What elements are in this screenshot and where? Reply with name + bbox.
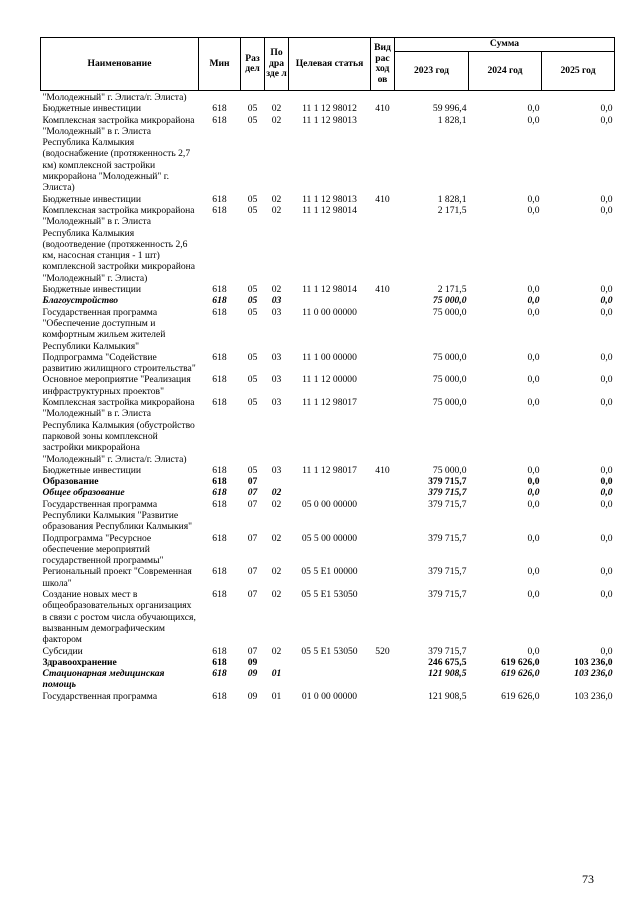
row-razdel: 05	[247, 351, 258, 363]
row-vid	[371, 566, 395, 589]
row-celevaya: 05 0 00 00000	[301, 498, 358, 510]
header-razdel: Раз дел	[241, 38, 265, 91]
row-sum-2023: 379 715,7	[428, 532, 467, 544]
row-razdel: 05	[247, 374, 258, 386]
row-vid	[371, 307, 395, 352]
row-min: 618	[212, 532, 227, 544]
table-row	[41, 397, 615, 465]
row-min: 618	[212, 374, 227, 386]
row-razdel: 07	[247, 645, 258, 657]
row-name: Бюджетные инвестиции	[42, 193, 141, 205]
row-sum-2025: 0,0	[600, 103, 613, 115]
row-sum-2023: 121 908,5	[428, 690, 467, 702]
row-vid: 410	[375, 284, 390, 296]
row-celevaya: 11 1 12 98013	[302, 114, 357, 126]
row-sum-2025: 0,0	[600, 397, 613, 409]
row-min: 618	[212, 487, 227, 499]
row-celevaya	[289, 476, 371, 487]
row-podrazdel: 02	[271, 114, 282, 126]
row-celevaya: 11 1 12 98014	[302, 204, 357, 216]
row-sum-2025: 0,0	[600, 487, 613, 499]
row-sum-2023: 75 000,0	[432, 374, 467, 386]
row-sum-2025: 0,0	[600, 532, 613, 544]
table-row	[41, 487, 615, 498]
header-vid: Вид рас ход ов	[371, 38, 395, 91]
row-name: Комплексная застройка микрорайона "Молодежный" в г. Элиста Республика Калмыкия (водоотведение (протяженность 2,6 км, насосная станция - 1 шт) комплексной застройки микрорайона "Молодежный" г. Элиста)	[42, 204, 196, 284]
row-sum-2024	[469, 91, 542, 104]
row-sum-2025: 0,0	[600, 204, 613, 216]
table-row	[41, 566, 615, 589]
row-podrazdel: 02	[271, 532, 282, 544]
row-min: 618	[212, 589, 227, 601]
row-sum-2024: 619 626,0	[501, 656, 540, 668]
row-celevaya: 05 5 E1 53050	[301, 589, 358, 601]
row-min: 618	[212, 351, 227, 363]
table-row	[41, 657, 615, 668]
row-podrazdel: 02	[271, 103, 282, 115]
row-sum-2024: 619 626,0	[501, 690, 540, 702]
row-name: Бюджетные инвестиции	[42, 464, 141, 476]
table-header	[41, 38, 615, 91]
row-vid	[371, 374, 395, 397]
row-sum-2023	[395, 91, 469, 104]
row-vid	[371, 352, 395, 375]
row-sum-2024: 0,0	[527, 589, 540, 601]
row-min: 618	[212, 295, 227, 307]
row-razdel: 07	[247, 498, 258, 510]
row-sum-2024: 0,0	[527, 476, 540, 488]
row-sum-2023: 121 908,5	[428, 668, 467, 680]
row-name: Подпрограмма "Содействие развитию жилищного строительства"	[42, 351, 196, 375]
row-celevaya	[289, 295, 371, 306]
table-row	[41, 284, 615, 295]
table-row	[41, 194, 615, 205]
row-podrazdel: 01	[271, 668, 282, 680]
row-vid	[371, 397, 395, 465]
row-sum-2024: 0,0	[527, 566, 540, 578]
row-sum-2023: 75 000,0	[432, 351, 467, 363]
table-row	[41, 115, 615, 194]
row-razdel: 05	[247, 114, 258, 126]
row-sum-2023: 2 171,5	[437, 204, 467, 216]
row-vid	[371, 91, 395, 104]
row-vid	[371, 499, 395, 533]
row-sum-2024: 0,0	[527, 397, 540, 409]
row-vid	[371, 657, 395, 668]
row-podrazdel: 02	[271, 645, 282, 657]
row-sum-2023: 246 675,5	[428, 656, 467, 668]
row-vid	[371, 205, 395, 284]
row-sum-2025: 0,0	[600, 193, 613, 205]
row-sum-2023: 75 000,0	[432, 464, 467, 476]
table-row	[41, 589, 615, 645]
row-name: Благоустройство	[42, 295, 119, 307]
row-name: Государственная программа "Обеспечение доступным и комфортным жильем жителей Республики Калмыкия"	[42, 306, 166, 352]
row-name: Основное мероприятие "Реализация инфраструктурных проектов"	[42, 374, 191, 397]
row-min: 618	[212, 397, 227, 409]
row-razdel: 05	[247, 464, 258, 476]
row-celevaya: 11 1 12 98012	[302, 103, 357, 115]
table-row	[41, 374, 615, 397]
row-celevaya: 11 1 12 00000	[302, 374, 357, 386]
row-sum-2023: 75 000,0	[432, 306, 467, 318]
row-razdel: 05	[247, 204, 258, 216]
row-sum-2024: 0,0	[527, 645, 540, 657]
row-vid	[371, 691, 395, 702]
row-podrazdel: 03	[271, 351, 282, 363]
row-sum-2025: 0,0	[600, 464, 613, 476]
row-sum-2023: 379 715,7	[428, 566, 467, 578]
row-min	[199, 91, 241, 104]
table-row	[41, 307, 615, 352]
row-podrazdel: 03	[271, 397, 282, 409]
row-podrazdel: 03	[271, 374, 282, 386]
row-vid	[371, 476, 395, 487]
row-min: 618	[212, 464, 227, 476]
row-name: Бюджетные инвестиции	[42, 284, 141, 296]
row-sum-2024: 0,0	[527, 193, 540, 205]
row-vid	[371, 295, 395, 306]
row-sum-2025: 0,0	[600, 476, 613, 488]
row-celevaya	[289, 91, 371, 104]
row-min: 618	[212, 476, 227, 488]
row-podrazdel: 02	[271, 566, 282, 578]
table-row	[41, 668, 615, 691]
row-vid: 520	[375, 645, 390, 657]
row-min: 618	[212, 306, 227, 318]
row-sum-2025: 0,0	[600, 645, 613, 657]
row-sum-2025: 0,0	[600, 306, 613, 318]
row-podrazdel: 01	[271, 690, 282, 702]
row-vid	[371, 589, 395, 645]
table-row	[41, 205, 615, 284]
row-name: Подпрограмма "Ресурсное обеспечение мероприятий государственной программы"	[42, 532, 164, 567]
row-name: Общее образование	[42, 487, 125, 499]
row-celevaya: 05 5 E1 53050	[301, 645, 358, 657]
row-razdel: 05	[247, 397, 258, 409]
row-vid	[371, 115, 395, 194]
row-min: 618	[212, 103, 227, 115]
row-podrazdel	[265, 91, 289, 104]
row-name: "Молодежный" г. Элиста/г. Элиста)	[42, 92, 187, 103]
row-podrazdel: 03	[271, 464, 282, 476]
table-row	[41, 295, 615, 306]
row-celevaya: 11 1 12 98017	[302, 397, 357, 409]
row-min: 618	[212, 645, 227, 657]
row-min: 618	[212, 193, 227, 205]
row-podrazdel	[265, 476, 289, 487]
row-razdel: 07	[247, 476, 258, 488]
row-min: 618	[212, 668, 227, 680]
row-razdel	[241, 91, 265, 104]
row-podrazdel: 02	[271, 498, 282, 510]
row-sum-2025: 0,0	[600, 284, 613, 296]
row-sum-2024: 0,0	[527, 295, 540, 307]
table-row	[41, 352, 615, 375]
table-body	[41, 91, 615, 703]
row-razdel: 05	[247, 193, 258, 205]
row-celevaya: 05 5 00 00000	[301, 532, 358, 544]
row-min: 618	[212, 656, 227, 668]
row-celevaya: 11 1 12 98014	[302, 284, 357, 296]
row-sum-2025: 0,0	[600, 114, 613, 126]
row-celevaya: 11 0 00 00000	[302, 306, 357, 318]
row-podrazdel: 02	[271, 204, 282, 216]
row-celevaya: 11 1 12 98017	[302, 464, 357, 476]
row-min: 618	[212, 566, 227, 578]
row-name: Здравоохранение	[42, 656, 117, 668]
header-celevaya: Целевая статья	[289, 38, 371, 91]
row-podrazdel: 03	[271, 295, 282, 307]
row-name: Комплексная застройка микрорайона "Молодежный" в г. Элиста Республика Калмыкия (водоснабжение (протяженность 2,7 км) комплексной застройки микрорайона "Молодежный" г. Элиста)	[42, 114, 195, 194]
row-sum-2024: 0,0	[527, 103, 540, 115]
row-sum-2024: 0,0	[527, 306, 540, 318]
row-sum-2025: 0,0	[600, 566, 613, 578]
row-sum-2023: 379 715,7	[428, 487, 467, 499]
row-podrazdel: 03	[271, 306, 282, 318]
row-sum-2024: 0,0	[527, 374, 540, 386]
row-sum-2025: 0,0	[600, 589, 613, 601]
row-celevaya	[289, 657, 371, 668]
row-vid	[371, 668, 395, 691]
row-sum-2023: 75 000,0	[432, 397, 467, 409]
table-row	[41, 465, 615, 476]
row-razdel: 05	[247, 306, 258, 318]
table-row	[41, 533, 615, 567]
row-name: Региональный проект "Современная школа"	[42, 566, 192, 589]
row-razdel: 05	[247, 103, 258, 115]
row-vid	[371, 533, 395, 567]
row-razdel: 07	[247, 487, 258, 499]
row-sum-2024: 0,0	[527, 464, 540, 476]
row-podrazdel: 02	[271, 487, 282, 499]
row-razdel: 05	[247, 295, 258, 307]
row-name: Государственная программа	[42, 690, 158, 702]
header-min: Мин	[199, 38, 241, 91]
row-sum-2023: 59 996,4	[432, 103, 467, 115]
row-sum-2025: 0,0	[600, 498, 613, 510]
row-sum-2023: 2 171,5	[437, 284, 467, 296]
row-sum-2024: 619 626,0	[501, 668, 540, 680]
header-2024: 2024 год	[469, 52, 542, 91]
row-razdel: 09	[247, 690, 258, 702]
row-name: Бюджетные инвестиции	[42, 103, 141, 115]
row-vid: 410	[375, 193, 390, 205]
row-sum-2024: 0,0	[527, 284, 540, 296]
row-celevaya	[289, 487, 371, 498]
table-row	[41, 103, 615, 114]
row-sum-2025: 103 236,0	[574, 656, 613, 668]
row-celevaya: 11 1 00 00000	[302, 351, 357, 363]
row-min: 618	[212, 114, 227, 126]
header-podrazdel: По дра зде л	[265, 38, 289, 91]
row-razdel: 07	[247, 532, 258, 544]
header-2023: 2023 год	[395, 52, 469, 91]
table-row	[41, 646, 615, 657]
row-razdel: 09	[247, 656, 258, 668]
header-summa: Сумма	[395, 38, 615, 52]
row-sum-2024: 0,0	[527, 204, 540, 216]
row-podrazdel: 02	[271, 589, 282, 601]
row-sum-2023: 1 828,1	[437, 193, 467, 205]
row-sum-2025: 0,0	[600, 295, 613, 307]
row-sum-2023: 379 715,7	[428, 645, 467, 657]
row-sum-2025: 0,0	[600, 351, 613, 363]
row-celevaya: 11 1 12 98013	[302, 193, 357, 205]
row-sum-2024: 0,0	[527, 498, 540, 510]
row-razdel: 07	[247, 589, 258, 601]
table-row	[41, 476, 615, 487]
row-sum-2025	[542, 91, 615, 104]
row-sum-2023: 75 000,0	[432, 295, 467, 307]
table-row	[41, 499, 615, 533]
page-number: 73	[582, 872, 594, 886]
row-sum-2024: 0,0	[527, 532, 540, 544]
row-name: Создание новых мест в общеобразовательных организациях в связи с ростом числа обучающихся, вызванным демографическим фактором	[42, 589, 196, 646]
row-sum-2023: 1 828,1	[437, 114, 467, 126]
row-celevaya	[289, 668, 371, 691]
row-sum-2025: 103 236,0	[574, 668, 613, 680]
row-sum-2023: 379 715,7	[428, 476, 467, 488]
row-sum-2025: 0,0	[600, 374, 613, 386]
row-podrazdel: 02	[271, 284, 282, 296]
row-vid: 410	[375, 103, 390, 115]
row-name: Образование	[42, 476, 99, 488]
row-min: 618	[212, 498, 227, 510]
row-vid	[371, 487, 395, 498]
row-podrazdel: 02	[271, 193, 282, 205]
table-row	[41, 691, 615, 702]
budget-table	[40, 37, 615, 702]
header-2025: 2025 год	[542, 52, 615, 91]
row-podrazdel	[265, 657, 289, 668]
row-sum-2025: 103 236,0	[574, 690, 613, 702]
row-name: Стационарная медицинская помощь	[42, 668, 165, 691]
row-sum-2023: 379 715,7	[428, 498, 467, 510]
row-min: 618	[212, 690, 227, 702]
row-min: 618	[212, 204, 227, 216]
header-name: Наименование	[41, 38, 199, 91]
row-razdel: 05	[247, 284, 258, 296]
row-celevaya: 01 0 00 00000	[301, 690, 358, 702]
row-name: Государственная программа Республики Калмыкия "Развитие образования Республики Калмыкия"	[42, 498, 193, 533]
table-row	[41, 91, 615, 104]
row-sum-2024: 0,0	[527, 114, 540, 126]
row-name: Комплексная застройка микрорайона "Молодежный" в г. Элиста Республика Калмыкия (обустройство парковой зоны комплексной застройки микрорайона "Молодежный" г. Элиста/г. Элиста)	[42, 397, 195, 465]
row-sum-2024: 0,0	[527, 351, 540, 363]
row-razdel: 09	[247, 668, 258, 680]
row-min: 618	[212, 284, 227, 296]
row-vid: 410	[375, 464, 390, 476]
row-sum-2023: 379 715,7	[428, 589, 467, 601]
row-celevaya: 05 5 E1 00000	[301, 566, 358, 578]
row-sum-2024: 0,0	[527, 487, 540, 499]
row-razdel: 07	[247, 566, 258, 578]
row-name: Субсидии	[42, 645, 83, 657]
